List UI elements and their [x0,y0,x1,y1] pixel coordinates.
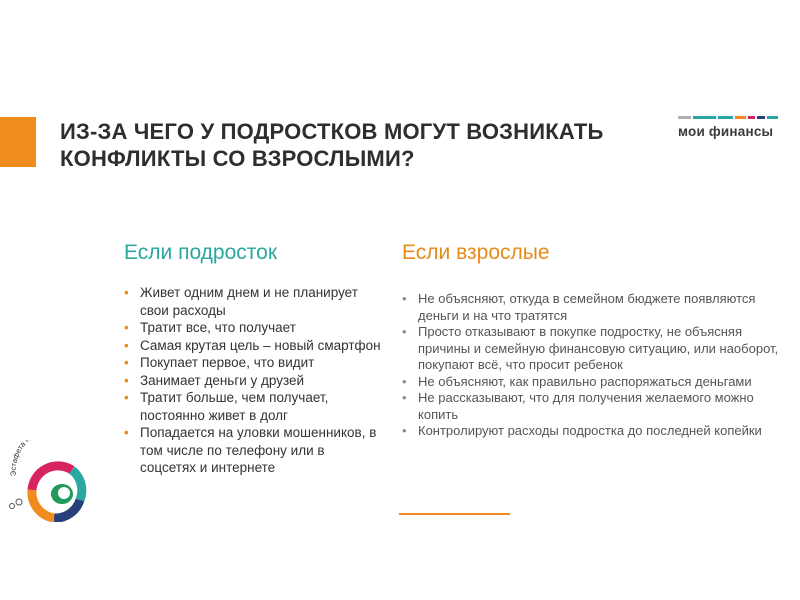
list-item: • Занимает деньги у друзей [124,372,305,388]
list-item: • Не рассказывают, что для получения желаемого можно копить [402,390,754,422]
list-item: • Просто отказывают в покупке подростку, не объясняя причины и семейную финансовую ситуацию, или наоборот, покупают всё, что просит ребенок [402,324,779,372]
bullet-icon: • [402,423,407,438]
adults-list [402,291,787,440]
list-item: • Попадается на уловки мошенников, в том числе по телефону или в соцсетях и интернете [124,425,377,475]
badge-text: Эстафета [8,440,28,477]
dot [16,499,22,505]
bullet-icon: • [402,291,407,306]
bullet-icon: • [402,390,407,405]
bullet-icon: • [402,373,407,389]
ring-segment [72,470,82,500]
list-item: • Тратит все, что получает [124,320,296,335]
dot [10,504,15,509]
logo-stripe [678,116,691,119]
adults-column-heading: Если взрослые [402,241,550,264]
bullet-icon: • [124,320,129,335]
relay-circle-logo-icon [2,440,102,522]
teen-list [124,284,384,477]
list-item: • Самая крутая цель – новый смартфон [124,337,381,353]
list-item: • Не объясняют, откуда в семейном бюджете появляются деньги и на что тратятся [402,291,756,323]
bullet-icon: • [124,372,129,388]
teen-column-heading: Если подросток [124,241,278,264]
orange-underline [399,513,510,515]
slide-title: ИЗ-ЗА ЧЕГО У ПОДРОСТКОВ МОГУТ ВОЗНИКАТЬ КОНФЛИКТЫ СО ВЗРОСЛЫМИ? [60,119,604,171]
bullet-icon: • [124,337,129,353]
logo-stripe [693,116,715,119]
logo-stripe [748,116,755,119]
bullet-icon: • [124,285,129,300]
bullet-icon: • [402,324,407,339]
logo-stripe [757,116,764,119]
bullet-icon: • [124,355,129,370]
logo-stripe [767,116,778,119]
list-item: • Покупает первое, что видит [124,355,315,370]
list-item: • Тратит больше, чем получает, постоянно живет в долг [124,390,329,423]
adults-column [402,240,787,440]
ring-center-hole [58,487,70,499]
list-item: • Контролируют расходы подростка до последней копейки [402,423,762,438]
list-item: • Живет одним днем и не планирует свои расходы [124,285,358,318]
relay-badge [2,440,102,522]
logo-text: мои финансы [678,124,774,139]
logo-stripes [678,116,778,119]
ring-segment [32,490,54,518]
logo-stripe [735,116,746,119]
teen-column [124,240,384,477]
moi-finansy-logo [678,116,778,146]
title-accent-bar [0,117,36,167]
bullet-icon: • [124,425,129,440]
bullet-icon: • [124,390,129,405]
logo-stripe [718,116,733,119]
list-item: • Не объясняют, как правильно распоряжаться деньгами [402,373,752,389]
